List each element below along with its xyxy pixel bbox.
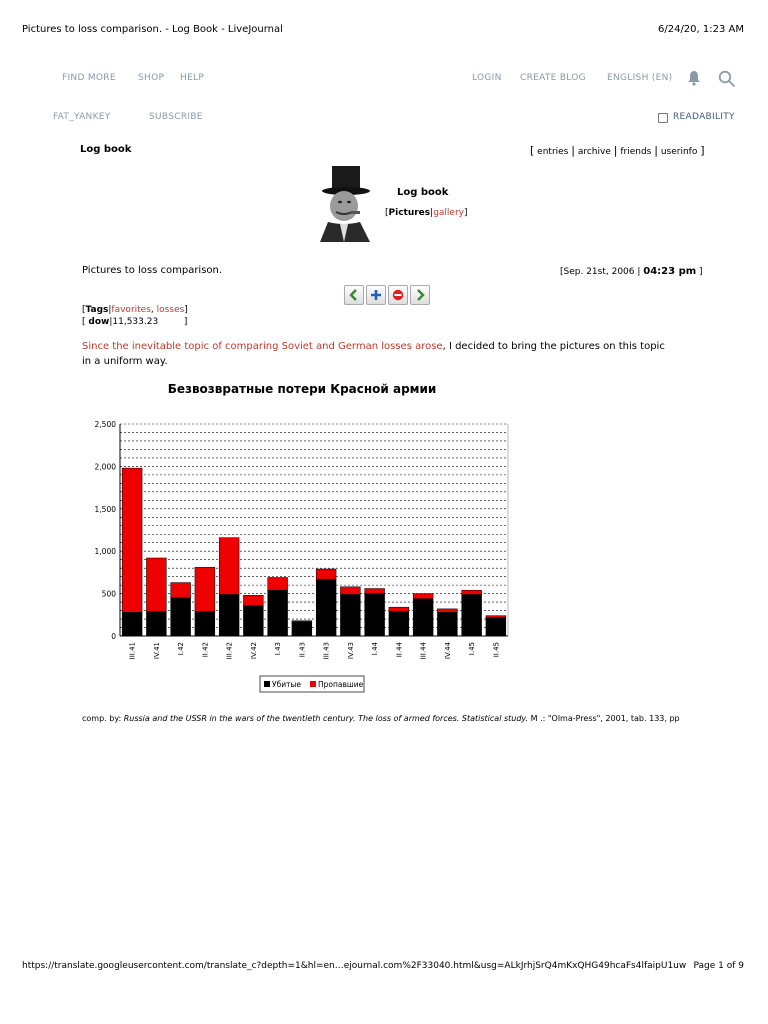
- entry-dow: [ dow|11,533.23 ]: [82, 317, 188, 327]
- chart-bar-killed: [462, 594, 482, 636]
- journal-links: [ entries | archive | friends | userinfo ]: [530, 144, 705, 157]
- tags-label: Tags: [85, 305, 109, 315]
- nav-language[interactable]: ENGLISH (EN): [607, 73, 673, 83]
- chart-x-tick-label: I.45: [468, 642, 477, 656]
- entry-date[interactable]: Sep. 21st, 2006: [563, 267, 635, 277]
- chart-x-tick-label: III.41: [128, 642, 137, 660]
- delete-button[interactable]: [388, 285, 408, 305]
- chart-bar-killed: [389, 611, 409, 636]
- chart-bar-missing: [437, 609, 457, 612]
- subscribe-link[interactable]: SUBSCRIBE: [149, 112, 203, 122]
- entry-intro: [82, 339, 672, 369]
- chart-x-tick-label: IV.43: [346, 642, 355, 660]
- losses-chart: [82, 378, 522, 702]
- chart-bar-missing: [268, 577, 288, 590]
- chart-bar-killed: [340, 594, 360, 636]
- journal-header-title: Log book: [397, 187, 449, 198]
- chart-legend-label-missing: Пропавшие: [318, 680, 364, 689]
- chart-bar-killed: [268, 590, 288, 636]
- chart-x-tick-label: I.44: [371, 642, 380, 656]
- chart-bar-missing: [413, 594, 433, 599]
- source-prefix: comp. by:: [82, 714, 124, 723]
- chart-y-tick-label: 1,000: [94, 547, 116, 557]
- minus-circle-icon: [392, 289, 404, 301]
- chart-bar-missing: [340, 587, 360, 595]
- prev-entry-button[interactable]: [344, 285, 364, 305]
- journal-link-friends[interactable]: friends: [620, 147, 652, 157]
- entry-time: 04:23 pm: [643, 266, 697, 277]
- pictures-link[interactable]: Pictures: [388, 208, 431, 218]
- chart-y-tick-label: 2,500: [94, 420, 116, 429]
- source-citation: [82, 713, 682, 724]
- chart-x-tick-label: IV.42: [249, 642, 258, 660]
- intro-text: , I decided to bring the pictures on this topic in a uniform way.: [82, 341, 665, 367]
- intro-link[interactable]: Since the inevitable topic of comparing Soviet and German losses arose: [82, 341, 443, 352]
- chart-x-tick-label: III.44: [419, 642, 428, 660]
- chart-bar-killed: [292, 622, 312, 636]
- chart-bar-missing: [243, 595, 263, 605]
- chart-bar-missing: [171, 583, 191, 598]
- chart-title: Безвозвратные потери Красной армии: [167, 382, 437, 396]
- chart-bar-missing: [146, 558, 166, 611]
- chart-bar-killed: [146, 611, 166, 636]
- chart-x-tick-label: IV.41: [152, 642, 161, 660]
- nav-shop[interactable]: SHOP: [138, 73, 165, 83]
- chart-legend-label-killed: Убитые: [272, 680, 301, 689]
- chart-bar-killed: [365, 594, 385, 636]
- nav-create-blog[interactable]: CREATE BLOG: [520, 73, 586, 83]
- entry-tags: [Tags|favorites, losses]: [82, 305, 188, 315]
- journal-title: Log book: [80, 144, 132, 155]
- chart-y-tick-label: 500: [101, 589, 116, 599]
- userpic-avatar: [312, 164, 382, 246]
- chart-bar-missing: [122, 468, 142, 612]
- print-footer-url: https://translate.googleusercontent.com/translate_c?depth=1&hl=en…ejournal.com%2F33040.html&usg=ALkJrhjSrQ4mKxQHG49hcaFs4lfaipU1uw: [22, 961, 687, 971]
- chart-bar-missing: [292, 621, 312, 622]
- username-link[interactable]: FAT_YANKEY: [53, 112, 111, 122]
- chart-bar-killed: [219, 594, 239, 636]
- chart-legend-swatch-missing: [310, 681, 316, 687]
- print-datetime: 6/24/20, 1:23 AM: [657, 24, 744, 35]
- arrow-right-icon: [414, 289, 426, 301]
- chart-bar-killed: [122, 612, 142, 636]
- bell-icon[interactable]: [686, 70, 702, 90]
- chart-y-tick-label: 2,000: [94, 462, 116, 472]
- entry-datetime: [Sep. 21st, 2006 | 04:23 pm ]: [560, 266, 703, 277]
- journal-link-archive[interactable]: archive: [577, 147, 611, 157]
- pictures-gallery-links: [Pictures|gallery]: [385, 208, 468, 218]
- print-page-title: Pictures to loss comparison. - Log Book - LiveJournal: [22, 24, 283, 35]
- chart-x-tick-label: II.45: [492, 642, 501, 658]
- chart-bar-missing: [195, 567, 215, 611]
- tag-losses[interactable]: losses: [156, 305, 185, 315]
- tag-favorites[interactable]: favorites: [111, 305, 151, 315]
- chart-bar-missing: [316, 569, 336, 579]
- search-icon[interactable]: [718, 70, 736, 92]
- add-memory-button[interactable]: [366, 285, 386, 305]
- dow-label: dow: [88, 317, 110, 327]
- source-rest: M .: "Olma-Press", 2001, tab. 133, pp: [528, 714, 680, 723]
- source-title: Russia and the USSR in the wars of the twentieth century. The loss of armed forces. Statistical study.: [123, 714, 529, 723]
- chart-bar-killed: [437, 612, 457, 636]
- gallery-link[interactable]: gallery: [433, 208, 464, 218]
- chart-x-tick-label: I.43: [274, 642, 283, 656]
- entry-nav-buttons: [344, 285, 432, 305]
- chart-x-tick-label: III.43: [322, 642, 331, 660]
- journal-link-entries[interactable]: entries: [537, 147, 569, 157]
- chart-bar-killed: [413, 599, 433, 636]
- chart-bar-missing: [219, 538, 239, 595]
- nav-login[interactable]: LOGIN: [472, 73, 502, 83]
- chart-legend-swatch-killed: [264, 681, 270, 687]
- entry-subject: Pictures to loss comparison.: [82, 265, 223, 276]
- chart-bar-killed: [316, 579, 336, 636]
- dow-value: 11,533.23: [112, 317, 159, 327]
- chart-bar-missing: [389, 607, 409, 611]
- chart-bar-missing: [365, 589, 385, 594]
- nav-help[interactable]: HELP: [180, 73, 205, 83]
- nav-find-more[interactable]: FIND MORE: [62, 73, 116, 83]
- arrow-left-icon: [348, 289, 360, 301]
- journal-link-userinfo[interactable]: userinfo: [660, 147, 698, 157]
- chart-bar-missing: [486, 616, 506, 618]
- chart-x-tick-label: I.42: [177, 642, 186, 656]
- chart-bar-killed: [486, 617, 506, 636]
- chart-bar-killed: [195, 611, 215, 636]
- readability-label[interactable]: READABILITY: [673, 112, 735, 122]
- plus-icon: [370, 289, 382, 301]
- chart-x-tick-label: IV.44: [443, 642, 452, 660]
- chart-x-tick-label: III.42: [225, 642, 234, 660]
- chart-bar-killed: [171, 598, 191, 636]
- chart-x-tick-label: II.43: [298, 642, 307, 658]
- chart-x-tick-label: II.42: [201, 642, 210, 658]
- next-entry-button[interactable]: [410, 285, 430, 305]
- readability-checkbox[interactable]: [658, 113, 668, 123]
- chart-y-tick-label: 0: [111, 632, 116, 641]
- chart-x-tick-label: II.44: [395, 642, 404, 658]
- chart-y-tick-label: 1,500: [94, 504, 116, 514]
- chart-bar-killed: [243, 605, 263, 636]
- print-footer-page: Page 1 of 9: [693, 961, 744, 971]
- chart-bar-missing: [462, 590, 482, 594]
